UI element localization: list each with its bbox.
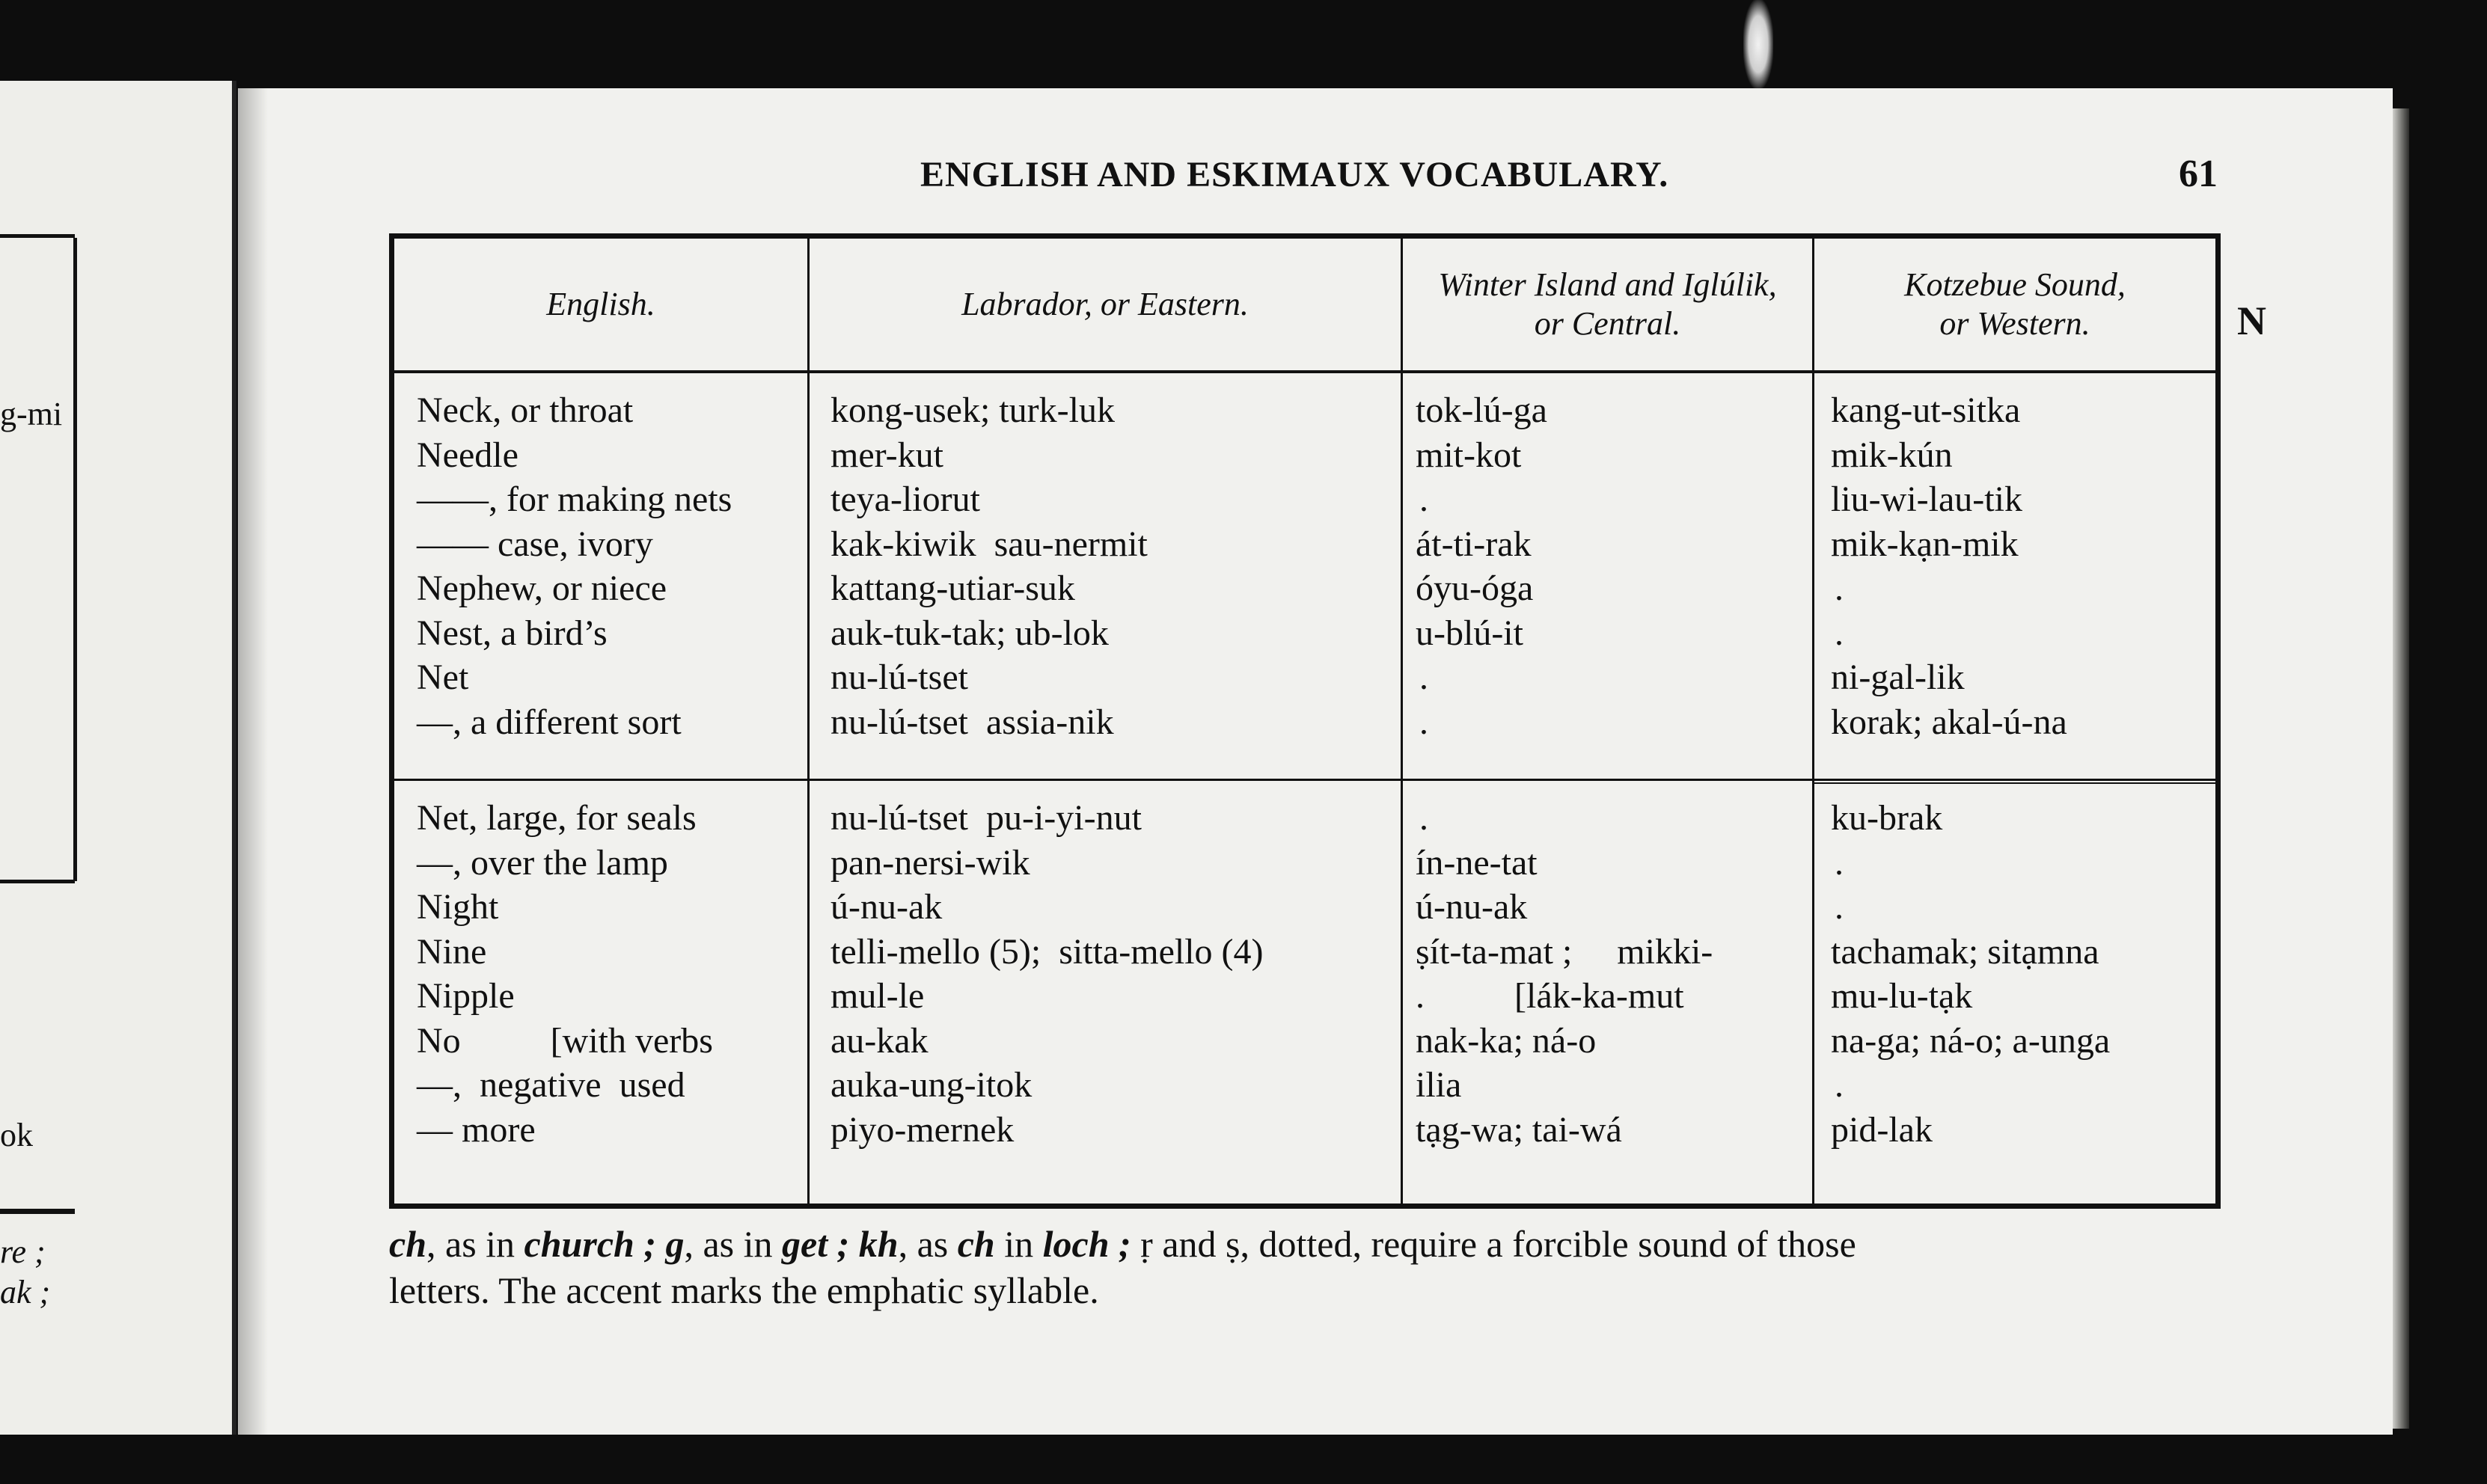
labrador-cell: kong-usek; turk-luk [830,390,1115,430]
kotzebue-cell: pid-lak [1831,1109,1933,1150]
winter-island-cell: ilia [1416,1065,1462,1105]
winter-island-cell: . [1419,479,1428,519]
table-row [394,611,2215,655]
table-row [394,566,2215,610]
kotzebue-cell: mu-lu-tạk [1831,976,1973,1016]
winter-island-cell: mit-kot [1416,435,1522,475]
kotzebue-cell: mik-kún [1831,435,1953,475]
footnote-segment: , as in [426,1223,524,1265]
winter-island-cell: tok-lú-ga [1416,390,1547,430]
table-row [394,1063,2215,1107]
header-winter-line2: or Central. [1534,305,1681,342]
labrador-cell: ú-nu-ak [830,887,943,927]
kotzebue-cell: . [1835,613,1844,653]
left-fragment: ok [0,1117,33,1153]
page-edge [2393,108,2409,1429]
table-row [394,841,2215,885]
left-table-bottom [0,880,75,883]
english-cell: Nipple [417,976,515,1016]
kotzebue-cell: mik-kạn-mik [1831,524,2019,564]
scan-artifact [1743,0,1773,88]
gutter-shadow [238,88,268,1435]
kotzebue-cell: korak; akal-ú-na [1831,702,2067,742]
english-cell: ——, for making nets [417,479,732,519]
english-cell: Net [417,657,469,697]
group-rule-partial [1812,782,2215,784]
left-fragment: re ; [0,1233,46,1270]
footnote-segment: loch ; [1042,1223,1131,1265]
winter-island-cell: . [1419,798,1428,838]
labrador-cell: auk-tuk-tak; ub-lok [830,613,1109,653]
left-table-top [0,234,75,238]
footnote-segment: church ; g [524,1223,685,1265]
header-labrador [810,239,1401,370]
header-english-text: English. [546,286,655,322]
footnote-segment: ch [389,1223,426,1265]
footnote-segment: , as in [684,1223,783,1265]
winter-island-cell: át-ti-rak [1416,524,1532,564]
kotzebue-cell: ku-brak [1831,798,1943,838]
english-cell: —, negative used [417,1065,685,1105]
english-cell: Nest, a bird’s [417,613,608,653]
header-english [394,239,807,370]
kotzebue-cell: . [1835,887,1844,927]
labrador-cell: mul-le [830,976,925,1016]
winter-island-cell: . [lák-ka-mut [1416,976,1684,1016]
footnote-segment: ch [957,1223,995,1265]
english-cell: Needle [417,435,518,475]
running-head: ENGLISH AND ESKIMAUX VOCABULARY. [920,155,1669,194]
winter-island-cell: nak-ka; ná-o [1416,1020,1597,1061]
table-row [394,796,2215,840]
kotzebue-cell: tachamak; sitạmna [1831,931,2099,972]
english-cell: No [with verbs [417,1020,713,1061]
header-kotzebue [1814,239,2215,370]
footnote-segment: , as [898,1223,958,1265]
kotzebue-cell: . [1835,1065,1844,1105]
labrador-cell: nu-lú-tset assia-nik [830,702,1114,742]
labrador-cell: piyo-mernek [830,1109,1015,1150]
table-row [394,885,2215,929]
header-kotzebue-line1: Kotzebue Sound, [1904,266,2126,303]
header-rule [394,370,2215,373]
table-row [394,388,2215,432]
table-row [394,930,2215,974]
winter-island-cell: ú-nu-ak [1416,887,1528,927]
left-table-rule [0,1209,75,1214]
labrador-cell: kak-kiwik sau-nermit [830,524,1148,564]
labrador-cell: teya-liorut [830,479,980,519]
english-cell: Night [417,887,499,927]
winter-island-cell: . [1419,702,1428,742]
labrador-cell: kattang-utiar-suk [830,568,1075,608]
kotzebue-cell: kang-ut-sitka [1831,390,2021,430]
labrador-cell: nu-lú-tset pu-i-yi-nut [830,798,1142,838]
section-letter: N [2237,298,2266,343]
kotzebue-cell: liu-wi-lau-tik [1831,479,2022,519]
kotzebue-cell: ni-gal-lik [1831,657,1965,697]
footnote-line-2: letters. The accent marks the emphatic syllable. [389,1269,1099,1311]
left-table-border [73,238,77,881]
english-cell: Nephew, or niece [417,568,667,608]
group-rule [394,779,2215,781]
table-row [394,1108,2215,1152]
table-row [394,974,2215,1018]
table-row [394,477,2215,521]
footnote-line-1 [389,1221,2237,1267]
winter-island-cell: ṣít-ta-mat ; mikki- [1416,931,1713,972]
english-cell: —— case, ivory [417,524,653,564]
page-number: 61 [2179,153,2218,195]
left-fragment: g-mi [0,396,63,432]
footnote-segment: in [994,1223,1043,1265]
header-winter-line1: Winter Island and Iglúlik, [1438,266,1777,303]
english-cell: — more [417,1109,536,1150]
footnote-segment: get ; kh [782,1223,899,1265]
kotzebue-cell: . [1835,842,1844,883]
kotzebue-cell: . [1835,568,1844,608]
header-kotzebue-line2: or Western. [1939,305,2090,342]
table-row [394,1019,2215,1063]
winter-island-cell: ín-ne-tat [1416,842,1538,883]
left-page [0,81,236,1435]
labrador-cell: telli-mello (5); sitta-mello (4) [830,931,1264,972]
english-cell: —, over the lamp [417,842,668,883]
table-row [394,700,2215,744]
kotzebue-cell: na-ga; ná-o; a-unga [1831,1020,2111,1061]
winter-island-cell: u-blú-it [1416,613,1523,653]
english-cell: Net, large, for seals [417,798,697,838]
winter-island-cell: óyu-óga [1416,568,1534,608]
english-cell: —, a different sort [417,702,682,742]
labrador-cell: mer-kut [830,435,943,475]
table-row [394,433,2215,477]
english-cell: Nine [417,931,487,972]
left-fragment: ak ; [0,1274,51,1310]
footnote-segment: ṛ and ṣ, dotted, require a forcible sound of those [1131,1223,1856,1265]
table-row [394,655,2215,699]
labrador-cell: au-kak [830,1020,929,1061]
labrador-cell: pan-nersi-wik [830,842,1030,883]
labrador-cell: nu-lú-tset [830,657,968,697]
header-winter-island [1403,239,1812,370]
vocabulary-table [389,233,2221,1209]
winter-island-cell: tạg-wa; tai-wá [1416,1109,1622,1150]
table-row [394,522,2215,566]
winter-island-cell: . [1419,657,1428,697]
footnote [389,1221,2237,1313]
header-labrador-text: Labrador, or Eastern. [961,286,1249,322]
english-cell: Neck, or throat [417,390,634,430]
labrador-cell: auka-ung-itok [830,1065,1033,1105]
